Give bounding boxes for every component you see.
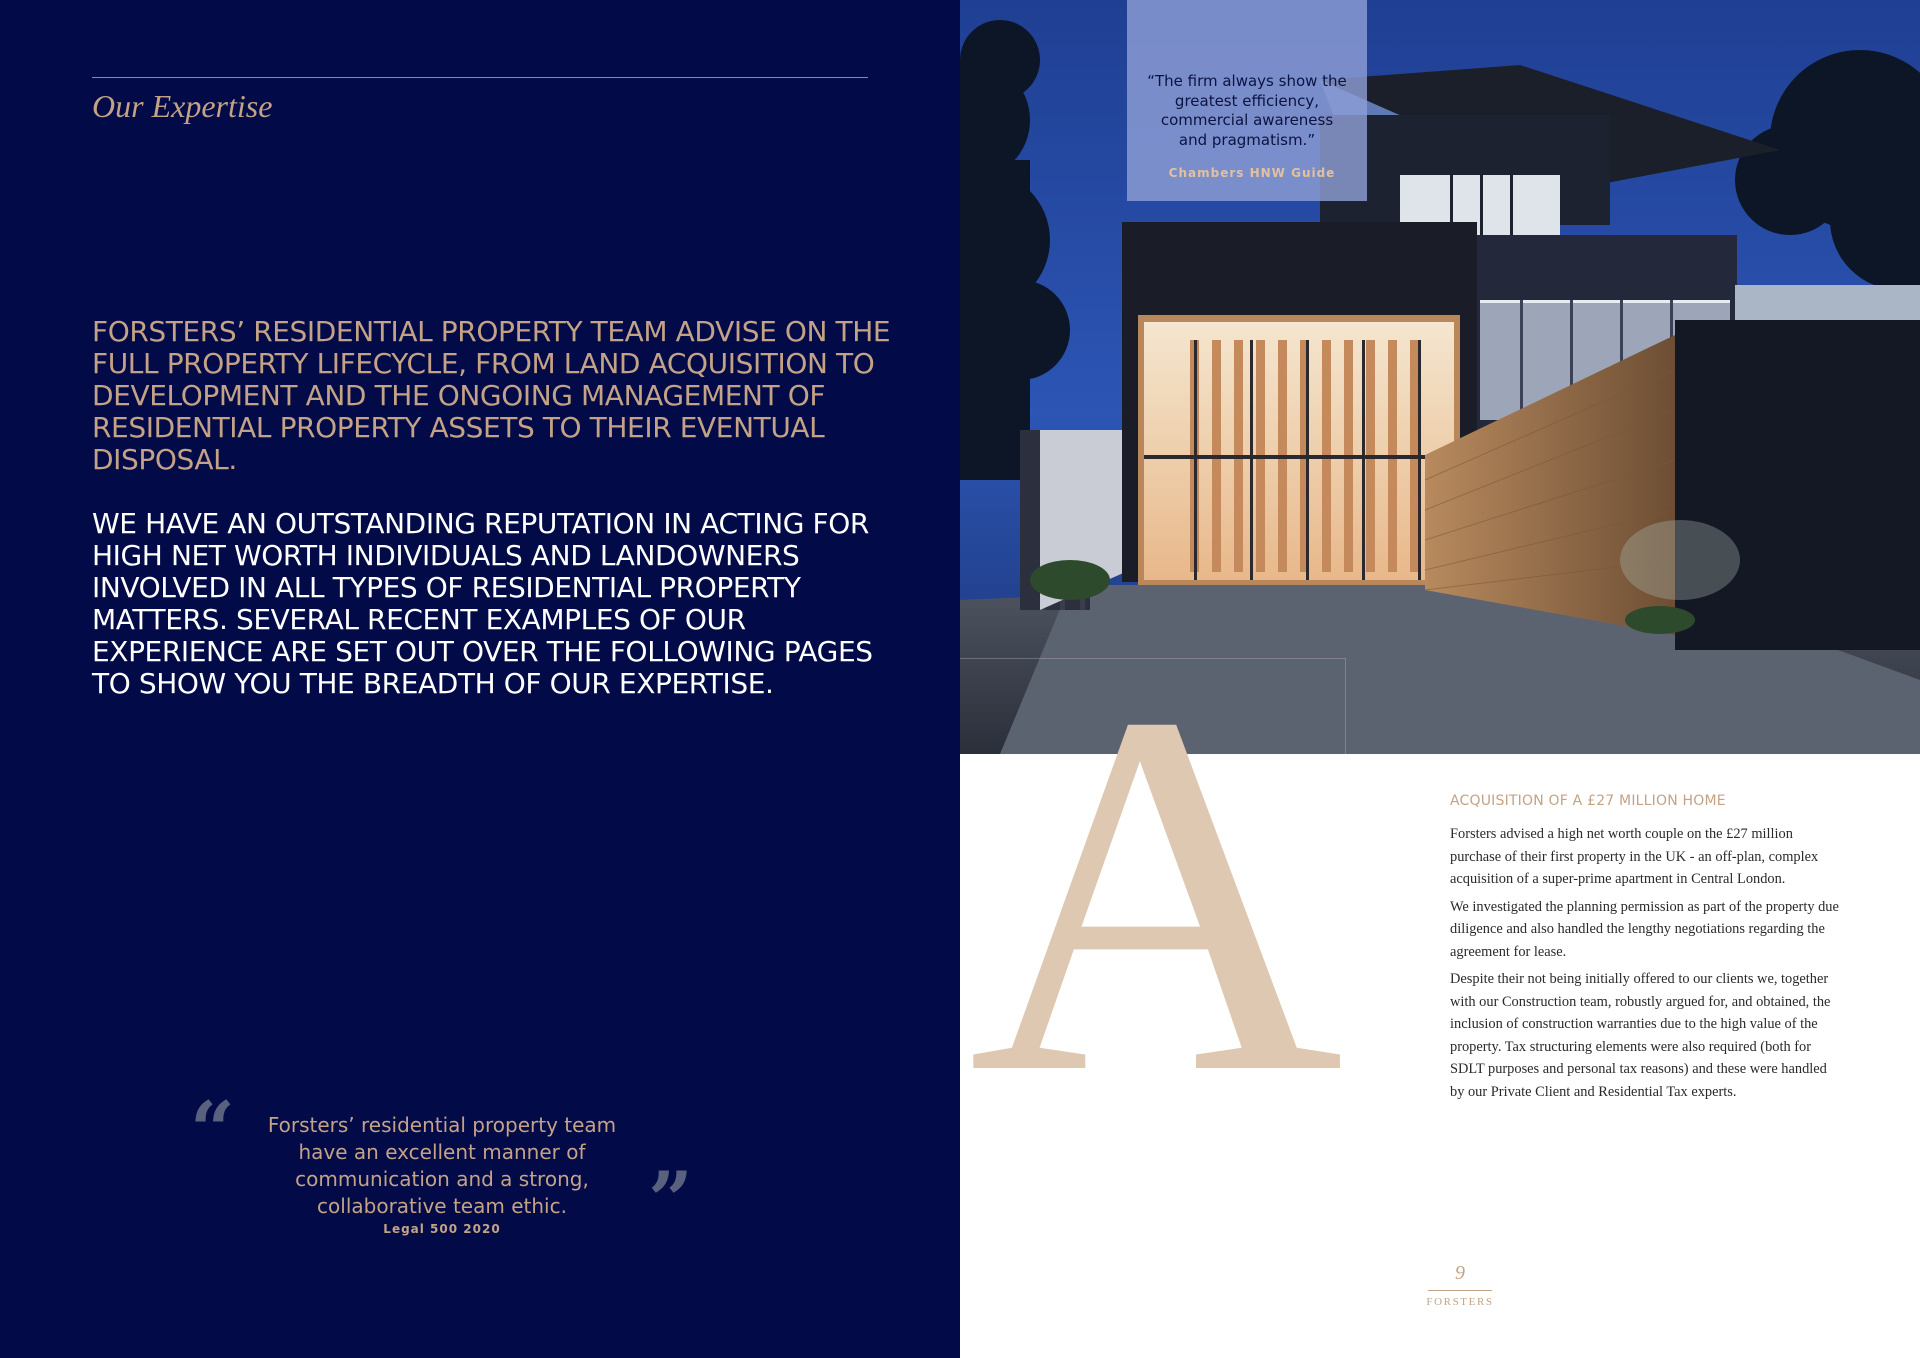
case-study-heading: ACQUISITION OF A £27 MILLION HOME: [1450, 793, 1726, 809]
case-study-paragraph-1: Forsters advised a high net worth couple on the £27 million purchase of their first property in the UK - an off-plan, complex acquisition of a super-prime apartment in Central London.: [1450, 826, 1819, 887]
intro-paragraph-1: FORSTERS’ RESIDENTIAL PROPERTY TEAM ADVISE ON THE FULL PROPERTY LIFECYCLE, FROM LAND ACQUISITION TO DEVELOPMENT AND THE ONGOING MANAGEMENT OF RESIDENTIAL PROPERTY ASSETS TO THEIR EVENTUAL DISPOSAL.: [92, 315, 891, 476]
house-photo: [960, 0, 1920, 754]
photo-quote-text: “The firm always show the greatest efficiency, commercial awareness and pragmatism.”: [1147, 72, 1347, 149]
header-rule: [92, 77, 868, 78]
testimonial-source: Legal 500 2020: [383, 1222, 501, 1236]
open-quote-icon: “: [190, 1085, 235, 1176]
case-study: [1450, 793, 1840, 1108]
section-title: Our Expertise: [92, 88, 273, 124]
brand-logo-text: FORSTERS: [1426, 1296, 1494, 1308]
intro-text: [92, 316, 892, 732]
page-footer: [1410, 1262, 1510, 1308]
right-page: [960, 0, 1920, 1358]
footer-rule: [1428, 1290, 1492, 1291]
photo-quote-source: Chambers HNW Guide: [1168, 166, 1336, 180]
close-quote-icon: ”: [648, 1155, 693, 1246]
case-study-paragraph-3: Despite their not being initially offered to our clients we, together with our Construction team, robustly argued for, and obtained, the inclusion of construction warranties due to the high value of the property. Tax structuring elements were also required (both for SDLT purposes and personal tax reasons) and these were handled by our Private Client and Residential Tax experts.: [1450, 971, 1831, 1100]
photo-quote-box: [1127, 0, 1367, 201]
testimonial-text: Forsters’ residential property team have an excellent manner of communication and a strong, collaborative team ethic.: [267, 1113, 617, 1218]
drop-letter-graphic: [960, 654, 1352, 1074]
case-study-paragraph-2: We investigated the planning permission as part of the property due diligence and also handled the lengthy negotiations regarding the agreement for lease.: [1450, 898, 1839, 960]
drop-letter: A: [968, 654, 1344, 1074]
intro-paragraph-2: WE HAVE AN OUTSTANDING REPUTATION IN ACTING FOR HIGH NET WORTH INDIVIDUALS AND LANDOWNERS INVOLVED IN ALL TYPES OF RESIDENTIAL PROPERTY MATTERS. SEVERAL RECENT EXAMPLES OF OUR EXPERIENCE ARE SET OUT OVER THE FOLLOWING PAGES TO SHOW YOU THE BREADTH OF OUR EXPERTISE.: [92, 507, 873, 700]
testimonial-quote: [190, 1085, 710, 1246]
page-number: 9: [1455, 1262, 1465, 1284]
